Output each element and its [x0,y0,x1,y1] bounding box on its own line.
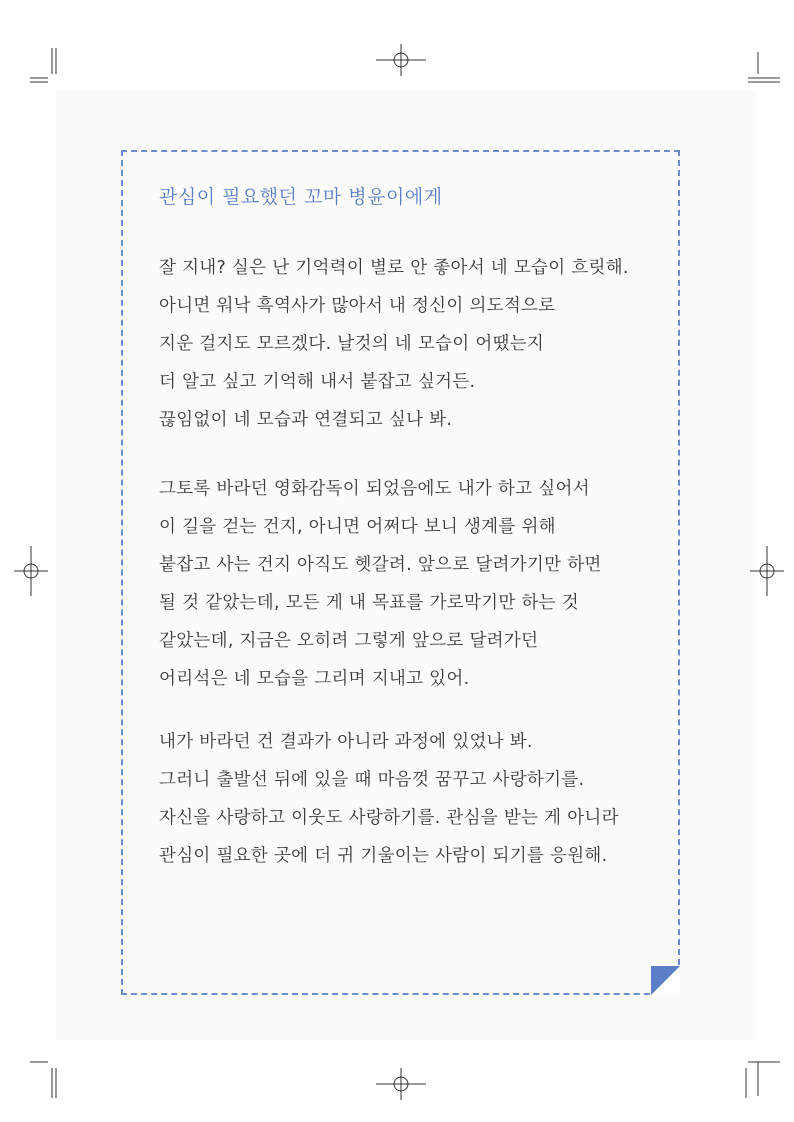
letter-line: 될 것 같았는데, 모든 게 내 목표를 가로막기만 하는 것 [159,593,579,613]
letter-line: 지운 걸지도 모르겠다. 날것의 네 모습이 어땠는지 [159,334,545,354]
letter-paragraph-1 [159,249,629,439]
letter-line: 그토록 바라던 영화감독이 되었음에도 내가 하고 싶어서 [159,479,590,499]
letter-line: 같았는데, 지금은 오히려 그렇게 앞으로 달려가던 [159,631,539,651]
folded-corner-icon [651,966,680,995]
letter-line: 더 알고 싶고 기억해 내서 붙잡고 싶거든. [159,372,476,392]
letter-line: 내가 바라던 건 결과가 아니라 과정에 있었나 봐. [159,732,533,752]
letter-line: 그러니 출발선 뒤에 있을 때 마음껏 꿈꾸고 사랑하기를. [159,770,585,790]
letter-line: 끊임없이 네 모습과 연결되고 싶나 봐. [159,410,453,430]
letter-line: 아니면 워낙 흑역사가 많아서 내 정신이 의도적으로 [159,296,556,316]
letter-line: 관심이 필요한 곳에 더 귀 기울이는 사람이 되기를 응원해. [159,846,608,866]
letter-line: 어리석은 네 모습을 그리며 지내고 있어. [159,669,470,689]
letter-line: 잘 지내? 실은 난 기억력이 별로 안 좋아서 네 모습이 흐릿해. [159,258,629,278]
letter-paragraph-2 [159,470,602,698]
letter-line: 자신을 사랑하고 이웃도 사랑하기를. 관심을 받는 게 아니라 [159,808,619,828]
letter-line: 붙잡고 사는 건지 아직도 헷갈려. 앞으로 달려가기만 하면 [159,555,602,575]
letter-line: 이 길을 걷는 건지, 아니면 어쩌다 보니 생계를 위해 [159,517,556,537]
letter-paragraph-3 [159,723,619,875]
letter-title: 관심이 필요했던 꼬마 병윤이에게 [159,186,443,208]
